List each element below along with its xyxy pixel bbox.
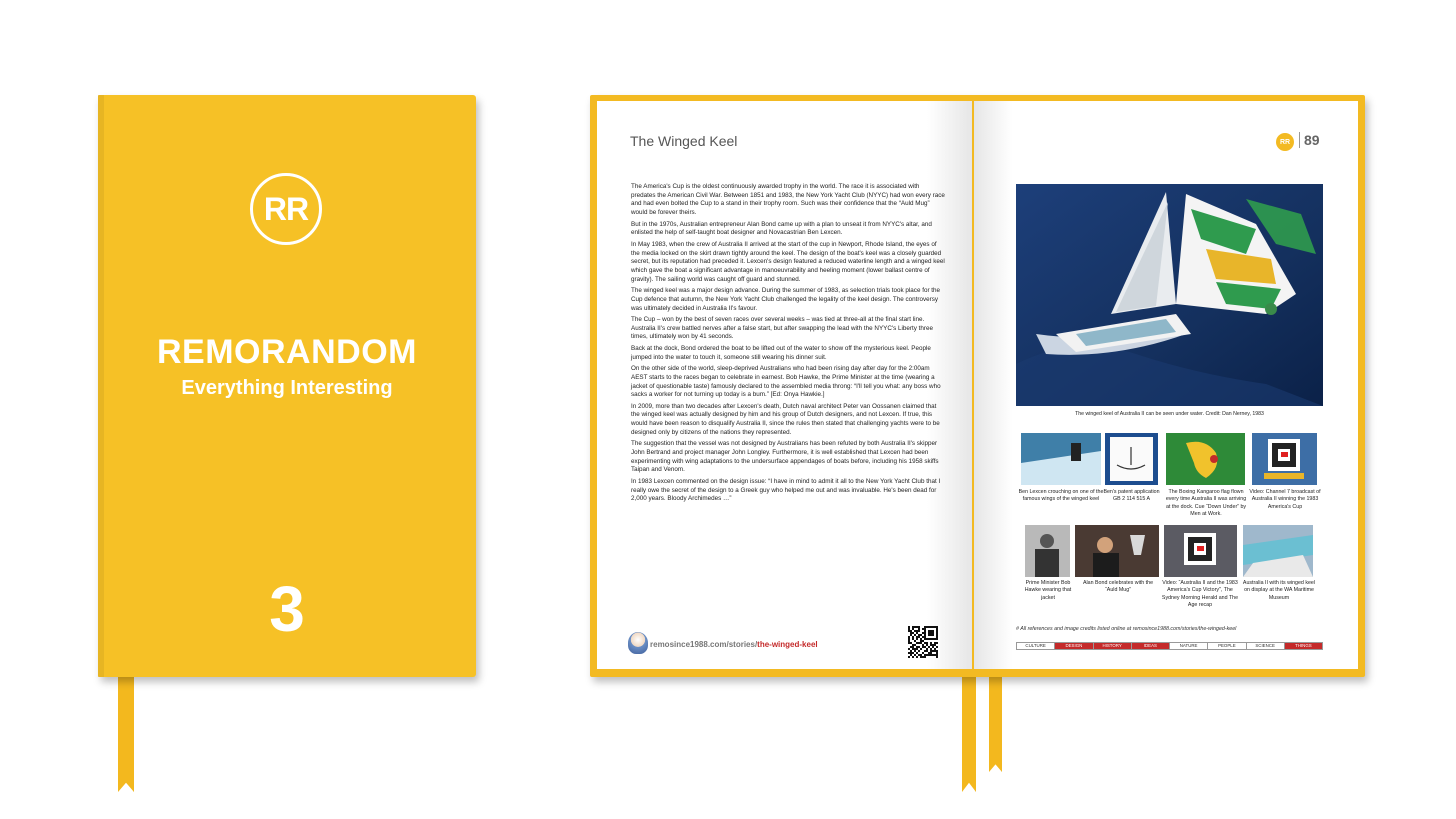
references-footnote: # All references and image credits listed online at remosince1988.com/stories/the-winged-keel <box>1016 626 1237 632</box>
tag-history[interactable]: HISTORY <box>1094 643 1132 649</box>
photo-museum-keel[interactable] <box>1243 525 1313 577</box>
photo-bob-hawke[interactable] <box>1025 525 1070 577</box>
thumb-caption: Alan Bond celebrates with the “Auld Mug” <box>1082 580 1154 594</box>
thumb-caption: Ben Lexcen crouching on one of the famous wings of the winged keel <box>1018 489 1104 503</box>
article-paragraph: The suggestion that the vessel was not designed by Australians has been refuted by both Australia II's skipper John Bertrand and project manager John Longley. Furthermore, it is well established that Lexcen had been experimenting with wing adaptations to the undersurface appendages of boats before, including his 1958 skiffs Taipan and Venom. <box>631 440 939 474</box>
article-body <box>631 183 945 507</box>
cover-title: REMORANDOM <box>157 333 417 371</box>
category-tags <box>1016 642 1323 650</box>
tag-nature[interactable]: NATURE <box>1170 643 1208 649</box>
tag-ideas[interactable]: IDEAS <box>1132 643 1170 649</box>
story-url[interactable] <box>650 640 818 649</box>
patent-drawing[interactable] <box>1105 433 1158 485</box>
cover-subtitle: Everything Interesting <box>181 377 393 399</box>
cover-logo: RR <box>250 173 322 245</box>
page-number: 89 <box>1299 132 1320 148</box>
cover-issue-number: 3 <box>269 573 305 645</box>
qr-code[interactable] <box>908 626 940 658</box>
article-paragraph: The winged keel was a major design advance. During the summer of 1983, as selection trials took place for the Cup defence that autumn, the New York Yacht Club challenged the legality of the keel design. The controversy was ultimately decided in Australia II's favour. <box>631 287 941 312</box>
article-paragraph: On the other side of the world, sleep-deprived Australians who had been rising day after day for the 2:00am AEST starts to the races began to celebrate in earnest. Bob Hawke, the Prime Minister at the time (wearing a jacket of questionable taste) famously declared to the assembled media throng: “I'll tell you what: any boss who sacks a worker for not turning up today is a bum.” [Ed: Onya Hawkie.] <box>631 365 941 399</box>
page-logo: RR <box>1276 133 1294 151</box>
article-paragraph: In 1983 Lexcen commented on the design issue: “I have in mind to admit it all to the New York Yacht Club that I really owe the secret of the design to a Greek guy who helped me out and was invaluable. He's been dead for 2,000 years. Bloody Archimedes …” <box>631 477 941 503</box>
thumb-caption: Video: “Australia II and the 1983 America's Cup Victory", The Sydney Morning Herald and The Age recap <box>1161 580 1239 609</box>
article-paragraph: In May 1983, when the crew of Australia II arrived at the start of the cup in Newport, Rhode Island, the eyes of the media locked on the skirt drawn tightly around the keel. The design of the boat's keel was a closely guarded secret, but its reputation had preceded it. Lexcen's design featured a reduced waterline length and a winged keel which gave the boat a significant advantage in manoeuvrability and heeling moment (lower ballast centre of gravity). The sailing world was caught off guard and stunned. <box>631 240 945 283</box>
url-base: remosince1988.com/stories/ <box>650 640 758 649</box>
thumb-caption: Video: Channel 7 broadcast of Australia II winning the 1983 America's Cup <box>1249 489 1321 510</box>
tag-culture[interactable]: CULTURE <box>1017 643 1055 649</box>
url-slug: the-winged-keel <box>757 640 818 649</box>
thumb-caption: Prime Minister Bob Hawke wearing that jacket <box>1024 580 1072 601</box>
tag-science[interactable]: SCIENCE <box>1247 643 1285 649</box>
video-qr-code[interactable] <box>1164 525 1237 577</box>
article-paragraph: The America's Cup is the oldest continuously awarded trophy in the world. The race it is associated with predates the American Civil War. Between 1851 and 1983, the New York Yacht Club (NYYC) had won every race and had even bolted the Cup to a stand in their trophy room. Such was their confidence that the “Auld Mug” would be forever theirs. <box>631 183 945 217</box>
article-paragraph: In 2009, more than two decades after Lexcen's death, Dutch naval architect Peter van Oossanen claimed that the winged keel was actually designed by him and his group of Dutch designers, and not Lexcen. If true, this would have been reason to disqualify Australia II, since the rules then stated that challenging yachts were to be designed only by citizens of the nations they represented. <box>631 402 940 436</box>
photo-winged-keel[interactable] <box>1021 433 1101 485</box>
left-footer <box>628 630 958 658</box>
article-title: The Winged Keel <box>630 133 738 149</box>
sailboat-photo <box>1016 184 1323 406</box>
tag-people[interactable]: PEOPLE <box>1208 643 1246 649</box>
article-paragraph: Back at the dock, Bond ordered the boat to be lifted out of the water to show off the mysterious keel. People jumped into the water to touch it, someone still wearing his dinner suit. <box>631 344 931 361</box>
bookmark-ribbon <box>962 676 976 792</box>
bookmark-ribbon <box>118 676 134 792</box>
article-paragraph: The Cup – won by the best of seven races over several weeks – was tied at three-all at the final start line. Australia II's crew battled nerves after a false start, but after swapping the lead with the NYYC's Liberty three times, ultimately won by 41 seconds. <box>631 316 934 341</box>
thumb-caption: Ben's patent application GB 2 114 515 A <box>1103 489 1160 503</box>
thumb-caption: The Boxing Kangaroo flag flown every time Australia II was arriving at the dock. Cue “Down Under” by Men at Work. <box>1165 489 1247 518</box>
bookmark-ribbon <box>989 676 1002 772</box>
tag-things[interactable]: THINGS <box>1285 643 1322 649</box>
boxing-kangaroo-flag[interactable] <box>1166 433 1245 485</box>
video-qr-code[interactable] <box>1252 433 1317 485</box>
thumb-caption: Australia II with its winged keel on display at the WA Maritime Museum <box>1242 580 1316 601</box>
article-paragraph: But in the 1970s, Australian entrepreneur Alan Bond came up with a plan to unseat it from NYYC's altar, and enlisted the help of self-taught boat designer and Novacastrian Ben Lexcen. <box>631 220 932 237</box>
photo-alan-bond[interactable] <box>1075 525 1159 577</box>
main-photo-caption: The winged keel of Australia II can be seen under water. Credit: Dan Nerney, 1983 <box>1075 411 1264 417</box>
tag-design[interactable]: DESIGN <box>1055 643 1093 649</box>
mascot-logo <box>628 632 648 654</box>
